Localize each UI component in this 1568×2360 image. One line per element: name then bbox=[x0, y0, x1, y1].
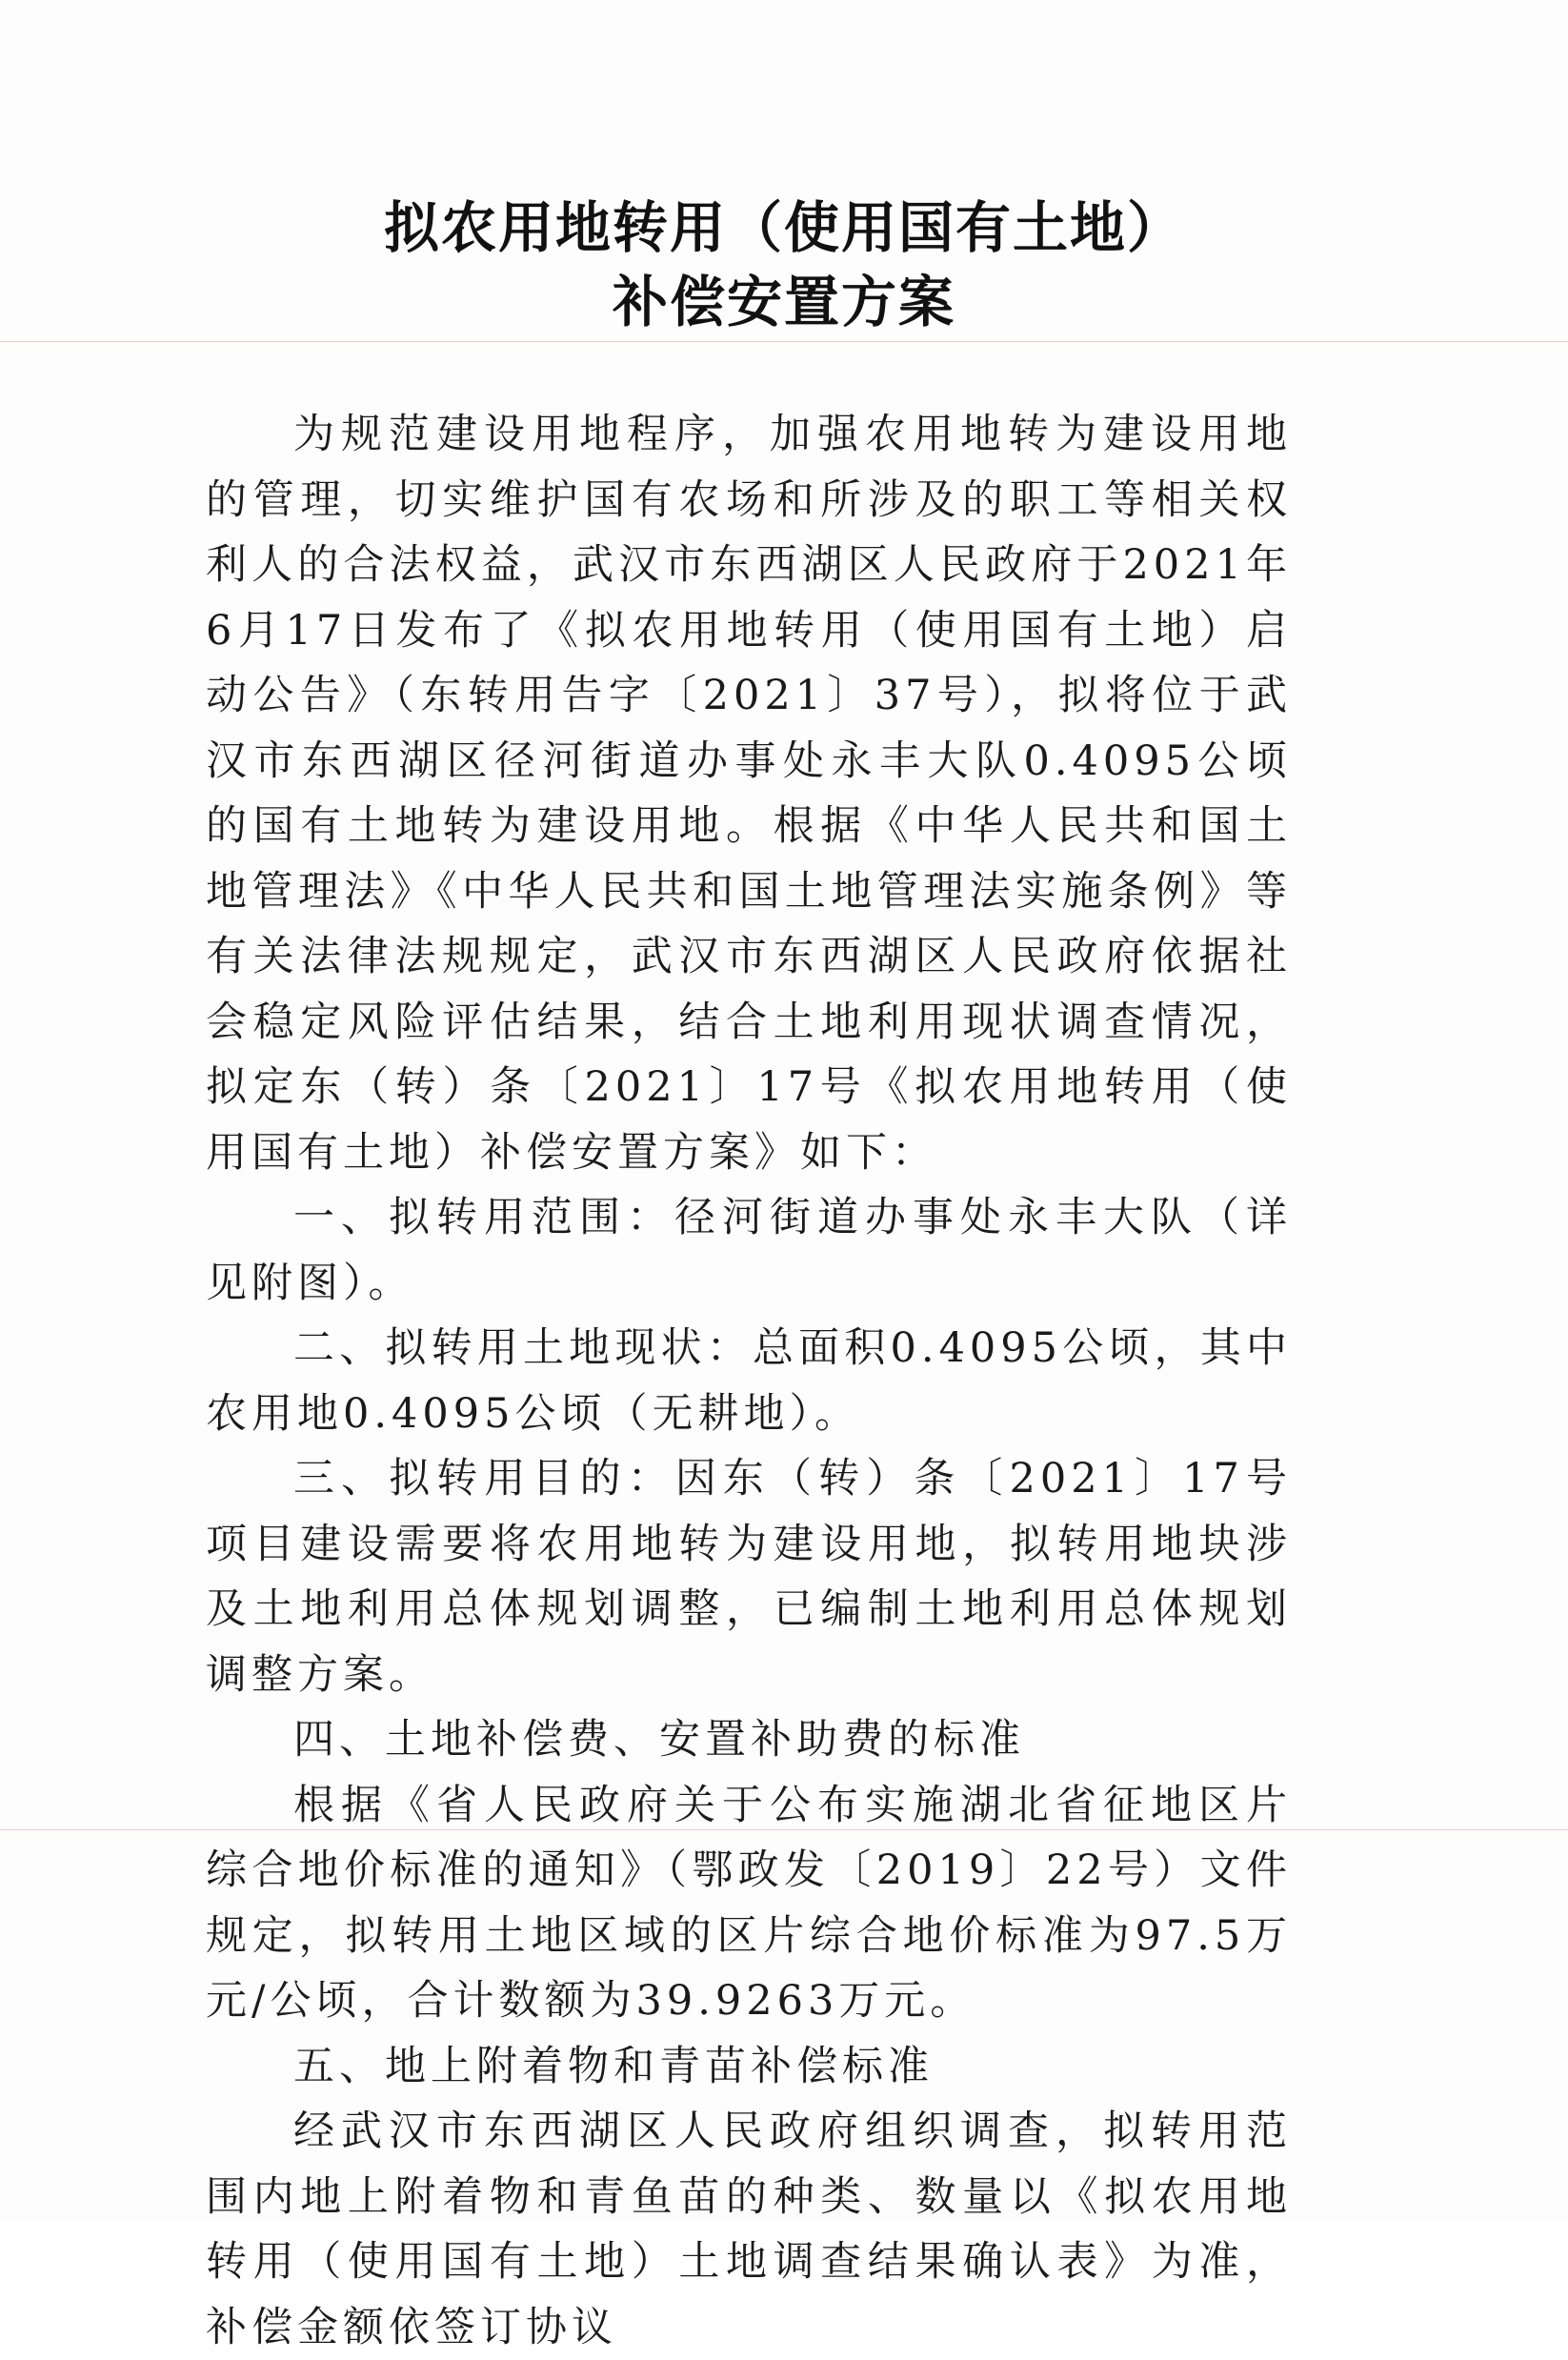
scan-artifact-line bbox=[0, 341, 1568, 342]
paragraph-land-status: 二、拟转用土地现状：总面积0.4095公顷，其中农用地0.4095公顷（无耕地）。 bbox=[206, 1324, 1292, 1438]
heading-compensation-standard: 四、土地补偿费、安置补助费的标准 bbox=[293, 1716, 1025, 1764]
paragraph-scope: 一、拟转用范围：径河街道办事处永丰大队（详见附图）。 bbox=[206, 1194, 1292, 1307]
paragraph-compensation-detail: 根据《省人民政府关于公布实施湖北省征地区片综合地价标准的通知》（鄂政发〔2019〕22号）文件规定，拟转用土地区域的区片综合地价标准为97.5万元/公顷，合计数额为39.9263万元。 bbox=[206, 1781, 1292, 2025]
document-title bbox=[0, 191, 1568, 339]
title-line-1: 拟农用地转用（使用国有土地） bbox=[383, 195, 1184, 260]
paragraph-attachments-detail: 经武汉市东西湖区人民政府组织调查，拟转用范围内地上附着物和青鱼苗的种类、数量以《拟农用地转用（使用国有土地）土地调查结果确认表》为准，补偿金额依签订协议 bbox=[206, 2108, 1292, 2351]
title-line-2: 补偿安置方案 bbox=[612, 270, 955, 334]
paragraph-purpose: 三、拟转用目的：因东（转）条〔2021〕17号项目建设需要将农用地转为建设用地，拟转用地块涉及土地利用总体规划调整，已编制土地利用总体规划调整方案。 bbox=[206, 1455, 1292, 1699]
paragraph-intro: 为规范建设用地程序，加强农用地转为建设用地的管理，切实维护国有农场和所涉及的职工等相关权利人的合法权益，武汉市东西湖区人民政府于2021年6月17日发布了《拟农用地转用（使用国有土地）启动公告》（东转用告字〔2021〕37号），拟将位于武汉市东西湖区径河街道办事处永丰大队0.4095公顷的国有土地转为建设用地。根据《中华人民共和国土地管理法》《中华人民共和国土地管理法实施条例》等有关法律法规规定，武汉市东西湖区人民政府依据社会稳定风险评估结果，结合土地利用现状调查情况，拟定东（转）条〔2021〕17号《拟农用地转用（使用国有土地）补偿安置方案》如下： bbox=[206, 411, 1292, 1177]
document-body bbox=[206, 402, 1292, 2360]
heading-attachments-standard: 五、地上附着物和青苗补偿标准 bbox=[293, 2042, 934, 2090]
